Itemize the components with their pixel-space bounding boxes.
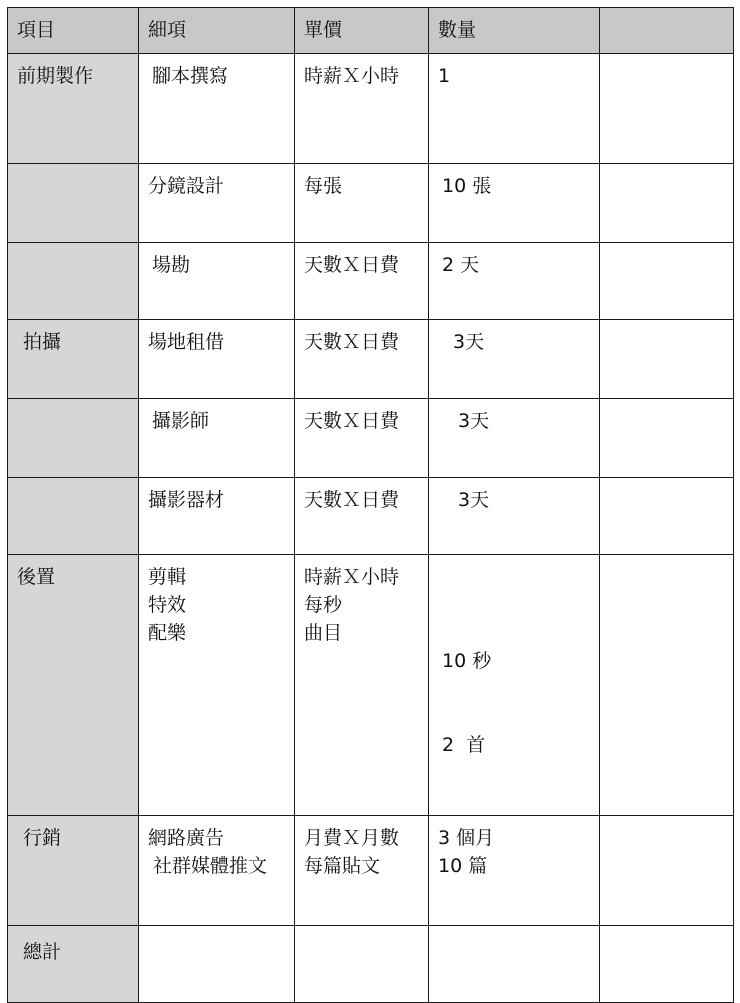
table-row bbox=[8, 54, 734, 164]
table-row bbox=[8, 478, 734, 555]
quantity-cell: 10 張 bbox=[429, 164, 600, 243]
quantity-cell: 1 bbox=[429, 54, 600, 164]
detail-cell: 場勘 bbox=[139, 243, 295, 320]
total-row bbox=[8, 926, 734, 1003]
category-cell bbox=[8, 399, 139, 478]
detail-line: 特效 bbox=[148, 594, 187, 616]
header-cell-quantity: 數量 bbox=[429, 8, 600, 54]
detail-cell: 攝影師 bbox=[139, 399, 295, 478]
extra-cell bbox=[600, 816, 734, 926]
unit-price-cell bbox=[295, 816, 429, 926]
quantity-cell bbox=[429, 555, 600, 816]
quantity-line: 2 首 bbox=[442, 734, 486, 756]
extra-cell bbox=[600, 478, 734, 555]
category-cell: 後置 bbox=[8, 555, 139, 816]
category-cell: 前期製作 bbox=[8, 54, 139, 164]
detail-cell bbox=[139, 926, 295, 1003]
category-cell bbox=[8, 164, 139, 243]
unit-price-line: 每篇貼文 bbox=[304, 855, 381, 877]
budget-sheet bbox=[7, 7, 733, 963]
unit-price-cell: 每張 bbox=[295, 164, 429, 243]
extra-cell bbox=[600, 54, 734, 164]
table-row bbox=[8, 399, 734, 478]
detail-cell: 腳本撰寫 bbox=[139, 54, 295, 164]
header-cell-item: 項目 bbox=[8, 8, 139, 54]
quantity-cell: 3天 bbox=[429, 478, 600, 555]
detail-cell: 分鏡設計 bbox=[139, 164, 295, 243]
quantity-cell bbox=[429, 816, 600, 926]
unit-price-line: 月費Ｘ月數 bbox=[304, 827, 400, 849]
quantity-cell: 3天 bbox=[429, 320, 600, 399]
unit-price-cell bbox=[295, 926, 429, 1003]
table-row bbox=[8, 243, 734, 320]
header-row bbox=[8, 8, 734, 54]
extra-cell bbox=[600, 320, 734, 399]
unit-price-line: 時薪Ｘ小時 bbox=[304, 566, 400, 588]
category-cell: 總計 bbox=[8, 926, 139, 1003]
unit-price-cell: 天數Ｘ日費 bbox=[295, 320, 429, 399]
quantity-line: 10 篇 bbox=[438, 855, 488, 877]
unit-price-cell bbox=[295, 555, 429, 816]
category-cell bbox=[8, 478, 139, 555]
extra-cell bbox=[600, 926, 734, 1003]
table-row bbox=[8, 816, 734, 926]
detail-line: 社群媒體推文 bbox=[153, 855, 268, 877]
category-cell bbox=[8, 243, 139, 320]
detail-cell bbox=[139, 555, 295, 816]
quantity-line: 3 個月 bbox=[438, 827, 495, 849]
extra-cell bbox=[600, 164, 734, 243]
detail-cell: 場地租借 bbox=[139, 320, 295, 399]
detail-cell: 攝影器材 bbox=[139, 478, 295, 555]
category-cell: 拍攝 bbox=[8, 320, 139, 399]
budget-table bbox=[7, 7, 734, 1003]
extra-cell bbox=[600, 243, 734, 320]
header-cell-blank bbox=[600, 8, 734, 54]
header-cell-unit-price: 單價 bbox=[295, 8, 429, 54]
extra-cell bbox=[600, 399, 734, 478]
header-cell-detail: 細項 bbox=[139, 8, 295, 54]
table-row bbox=[8, 555, 734, 816]
category-cell: 行銷 bbox=[8, 816, 139, 926]
extra-cell bbox=[600, 555, 734, 816]
unit-price-cell: 天數Ｘ日費 bbox=[295, 478, 429, 555]
detail-line: 剪輯 bbox=[148, 566, 187, 588]
detail-line: 網路廣告 bbox=[148, 827, 225, 849]
detail-cell bbox=[139, 816, 295, 926]
table-row bbox=[8, 164, 734, 243]
unit-price-cell: 天數Ｘ日費 bbox=[295, 399, 429, 478]
quantity-line: 10 秒 bbox=[442, 650, 492, 672]
unit-price-line: 曲目 bbox=[304, 622, 343, 644]
detail-line: 配樂 bbox=[148, 622, 187, 644]
quantity-cell bbox=[429, 926, 600, 1003]
table-row bbox=[8, 320, 734, 399]
unit-price-cell: 天數Ｘ日費 bbox=[295, 243, 429, 320]
unit-price-line: 每秒 bbox=[304, 594, 343, 616]
unit-price-cell: 時薪Ｘ小時 bbox=[295, 54, 429, 164]
quantity-cell: 2 天 bbox=[429, 243, 600, 320]
quantity-cell: 3天 bbox=[429, 399, 600, 478]
